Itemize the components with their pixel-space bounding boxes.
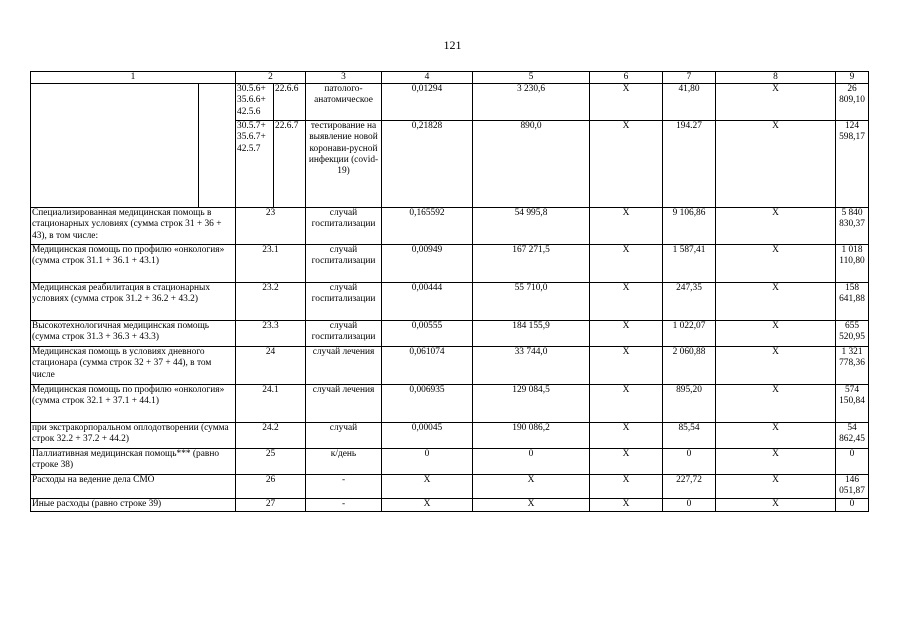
value-cell: 2 060,88 (663, 347, 716, 385)
value-cell: 5 840 830,37 (836, 208, 869, 245)
header-cell: 7 (663, 72, 716, 84)
value-cell: 3 230,6 (473, 84, 590, 121)
header-cell: 4 (382, 72, 473, 84)
value-cell: 41,80 (663, 84, 716, 121)
row-num-cell: 24.1 (236, 385, 306, 423)
table-row (31, 475, 869, 499)
value-cell: X (716, 475, 836, 499)
value-cell: X (716, 423, 836, 449)
value-cell: 54 995,8 (473, 208, 590, 245)
value-cell: X (590, 423, 663, 449)
row-name-cell: Расходы на ведение дела СМО (31, 475, 236, 499)
value-cell: X (716, 84, 836, 121)
value-cell: 655 520,95 (836, 321, 869, 347)
value-cell: X (382, 475, 473, 499)
value-cell: 0 (663, 449, 716, 475)
table-row (31, 423, 869, 449)
unit-cell: случай госпитализации (306, 208, 382, 245)
table-row (31, 245, 869, 283)
value-cell: 1 022,07 (663, 321, 716, 347)
table-row (31, 385, 869, 423)
empty-cell (31, 84, 199, 208)
row-name-cell: при экстракорпоральном оплодотворении (сумма строк 32.2 + 37.2 + 44.2) (31, 423, 236, 449)
value-cell: 26 809,10 (836, 84, 869, 121)
value-cell: X (590, 121, 663, 208)
value-cell: 890,0 (473, 121, 590, 208)
value-cell: 184 155,9 (473, 321, 590, 347)
unit-cell: к/день (306, 449, 382, 475)
value-cell: 0,00555 (382, 321, 473, 347)
unit-cell: патолого-анатомическое (306, 84, 382, 121)
row-name-cell: Высокотехнологичная медицинская помощь (сумма строк 31.3 + 36.3 + 43.3) (31, 321, 236, 347)
value-cell: X (473, 475, 590, 499)
table-row (31, 84, 869, 121)
header-row (31, 72, 869, 84)
value-cell: 55 710,0 (473, 283, 590, 321)
unit-cell: - (306, 475, 382, 499)
page-number: 121 (443, 38, 462, 52)
table-row (31, 498, 869, 511)
value-cell: X (590, 347, 663, 385)
value-cell: 1 321 778,36 (836, 347, 869, 385)
value-cell: X (716, 449, 836, 475)
table-row (31, 347, 869, 385)
unit-cell: случай (306, 423, 382, 449)
value-cell: X (590, 475, 663, 499)
value-cell: 158 641,88 (836, 283, 869, 321)
data-table (30, 71, 869, 512)
row-num-cell: 26 (236, 475, 306, 499)
empty-cell (199, 84, 236, 208)
value-cell: X (590, 283, 663, 321)
value-cell: X (473, 498, 590, 511)
value-cell: 146 051,87 (836, 475, 869, 499)
unit-cell: случай лечения (306, 385, 382, 423)
row-num-cell: 24 (236, 347, 306, 385)
table-row (31, 449, 869, 475)
value-cell: X (716, 385, 836, 423)
table-row (31, 321, 869, 347)
value-cell: 190 086,2 (473, 423, 590, 449)
value-cell: X (590, 449, 663, 475)
row-num-cell: 24.2 (236, 423, 306, 449)
value-cell: 0,00444 (382, 283, 473, 321)
num-cell: 22.6.7 (274, 121, 306, 208)
row-num-cell: 25 (236, 449, 306, 475)
value-cell: 0,01294 (382, 84, 473, 121)
unit-cell: тестирование на выявление новой коронави-русной инфекции (covid-19) (306, 121, 382, 208)
row-name-cell: Медицинская реабилитация в стационарных условиях (сумма строк 31.2 + 36.2 + 43.2) (31, 283, 236, 321)
value-cell: 124 598,17 (836, 121, 869, 208)
row-name-cell: Медицинская помощь по профилю «онкология» (сумма строк 32.1 + 37.1 + 44.1) (31, 385, 236, 423)
value-cell: X (590, 321, 663, 347)
header-cell: 2 (236, 72, 306, 84)
value-cell: 0,00045 (382, 423, 473, 449)
unit-cell: случай госпитализации (306, 245, 382, 283)
value-cell: 574 150,84 (836, 385, 869, 423)
table-row (31, 283, 869, 321)
row-num-cell: 23.3 (236, 321, 306, 347)
row-name-cell: Специализированная медицинская помощь в стационарных условиях (сумма строк 31 + 36 + 43), в том числе: (31, 208, 236, 245)
unit-cell: случай лечения (306, 347, 382, 385)
value-cell: 0,21828 (382, 121, 473, 208)
value-cell: 1 587,41 (663, 245, 716, 283)
value-cell: X (590, 245, 663, 283)
value-cell: 0 (473, 449, 590, 475)
unit-cell: - (306, 498, 382, 511)
value-cell: 0 (836, 498, 869, 511)
row-name-cell: Медицинская помощь в условиях дневного стационара (сумма строк 32 + 37 + 44), в том числе (31, 347, 236, 385)
header-cell: 5 (473, 72, 590, 84)
value-cell: X (716, 208, 836, 245)
value-cell: 0 (836, 449, 869, 475)
code-cell: 30.5.7+ 35.6.7+ 42.5.7 (236, 121, 274, 208)
header-cell: 9 (836, 72, 869, 84)
unit-cell: случай госпитализации (306, 283, 382, 321)
value-cell: X (716, 321, 836, 347)
row-name-cell: Паллиативная медицинская помощь*** (равно строке 38) (31, 449, 236, 475)
table-row (31, 208, 869, 245)
unit-cell: случай госпитализации (306, 321, 382, 347)
value-cell: X (590, 498, 663, 511)
value-cell: 33 744,0 (473, 347, 590, 385)
value-cell: 247,35 (663, 283, 716, 321)
header-cell: 8 (716, 72, 836, 84)
value-cell: 0,061074 (382, 347, 473, 385)
num-cell: 22.6.6 (274, 84, 306, 121)
value-cell: X (382, 498, 473, 511)
value-cell: X (716, 245, 836, 283)
value-cell: X (590, 385, 663, 423)
row-name-cell: Иные расходы (равно строке 39) (31, 498, 236, 511)
header-cell: 1 (31, 72, 236, 84)
value-cell: 895,20 (663, 385, 716, 423)
row-name-cell: Медицинская помощь по профилю «онкология» (сумма строк 31.1 + 36.1 + 43.1) (31, 245, 236, 283)
value-cell: X (716, 347, 836, 385)
value-cell: 0,165592 (382, 208, 473, 245)
value-cell: X (716, 121, 836, 208)
value-cell: X (716, 283, 836, 321)
code-cell: 30.5.6+ 35.6.6+ 42.5.6 (236, 84, 274, 121)
header-cell: 6 (590, 72, 663, 84)
row-num-cell: 23 (236, 208, 306, 245)
value-cell: 167 271,5 (473, 245, 590, 283)
value-cell: 227,72 (663, 475, 716, 499)
value-cell: 1 018 110,80 (836, 245, 869, 283)
row-num-cell: 27 (236, 498, 306, 511)
value-cell: 0 (663, 498, 716, 511)
value-cell: 0 (382, 449, 473, 475)
value-cell: 54 862,45 (836, 423, 869, 449)
value-cell: 9 106,86 (663, 208, 716, 245)
value-cell: 0,00949 (382, 245, 473, 283)
row-num-cell: 23.1 (236, 245, 306, 283)
value-cell: X (590, 84, 663, 121)
value-cell: X (590, 208, 663, 245)
header-cell: 3 (306, 72, 382, 84)
value-cell: 85,54 (663, 423, 716, 449)
value-cell: 129 084,5 (473, 385, 590, 423)
value-cell: X (716, 498, 836, 511)
row-num-cell: 23.2 (236, 283, 306, 321)
value-cell: 194.27 (663, 121, 716, 208)
value-cell: 0,006935 (382, 385, 473, 423)
